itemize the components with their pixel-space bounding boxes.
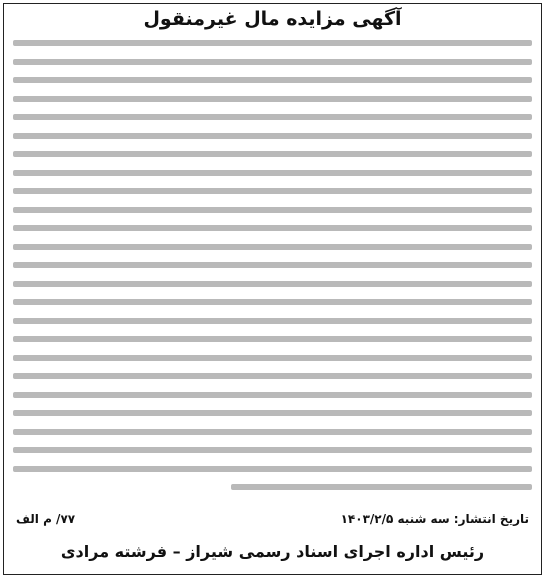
body-line-placeholder <box>13 133 532 139</box>
body-line-placeholder <box>13 447 532 453</box>
body-line-placeholder <box>13 355 532 361</box>
body-line-placeholder <box>13 392 532 398</box>
body-line-placeholder <box>13 59 532 65</box>
notice-footer-info <box>16 512 529 532</box>
body-line-placeholder <box>13 244 532 250</box>
notice-title: آگهی مزایده مال غیرمنقول <box>143 8 402 30</box>
body-line-placeholder <box>13 207 532 213</box>
body-line-placeholder <box>13 336 532 342</box>
body-line-placeholder <box>13 262 532 268</box>
body-line-placeholder <box>13 225 532 231</box>
body-line-placeholder <box>13 429 532 435</box>
body-line-placeholder <box>13 114 532 120</box>
body-line-placeholder <box>231 484 532 490</box>
body-line-placeholder <box>13 466 532 472</box>
publication-date: تاریخ انتشار: سه شنبه ۱۴۰۳/۲/۵ <box>340 512 529 526</box>
body-line-placeholder <box>13 281 532 287</box>
body-line-placeholder <box>13 188 532 194</box>
body-line-placeholder <box>13 299 532 305</box>
auction-notice <box>3 3 542 575</box>
body-line-placeholder <box>13 77 532 83</box>
reference-code: ۷۷/ م الف <box>16 512 76 526</box>
body-line-placeholder <box>13 410 532 416</box>
body-line-placeholder <box>13 40 532 46</box>
notice-body-text <box>13 34 532 498</box>
body-line-placeholder <box>13 373 532 379</box>
body-line-placeholder <box>13 170 532 176</box>
body-line-placeholder <box>13 96 532 102</box>
body-line-placeholder <box>13 151 532 157</box>
body-line-placeholder <box>13 318 532 324</box>
signature-line: رئیس اداره اجرای اسناد رسمی شیراز – فرشته مرادی <box>60 542 485 561</box>
